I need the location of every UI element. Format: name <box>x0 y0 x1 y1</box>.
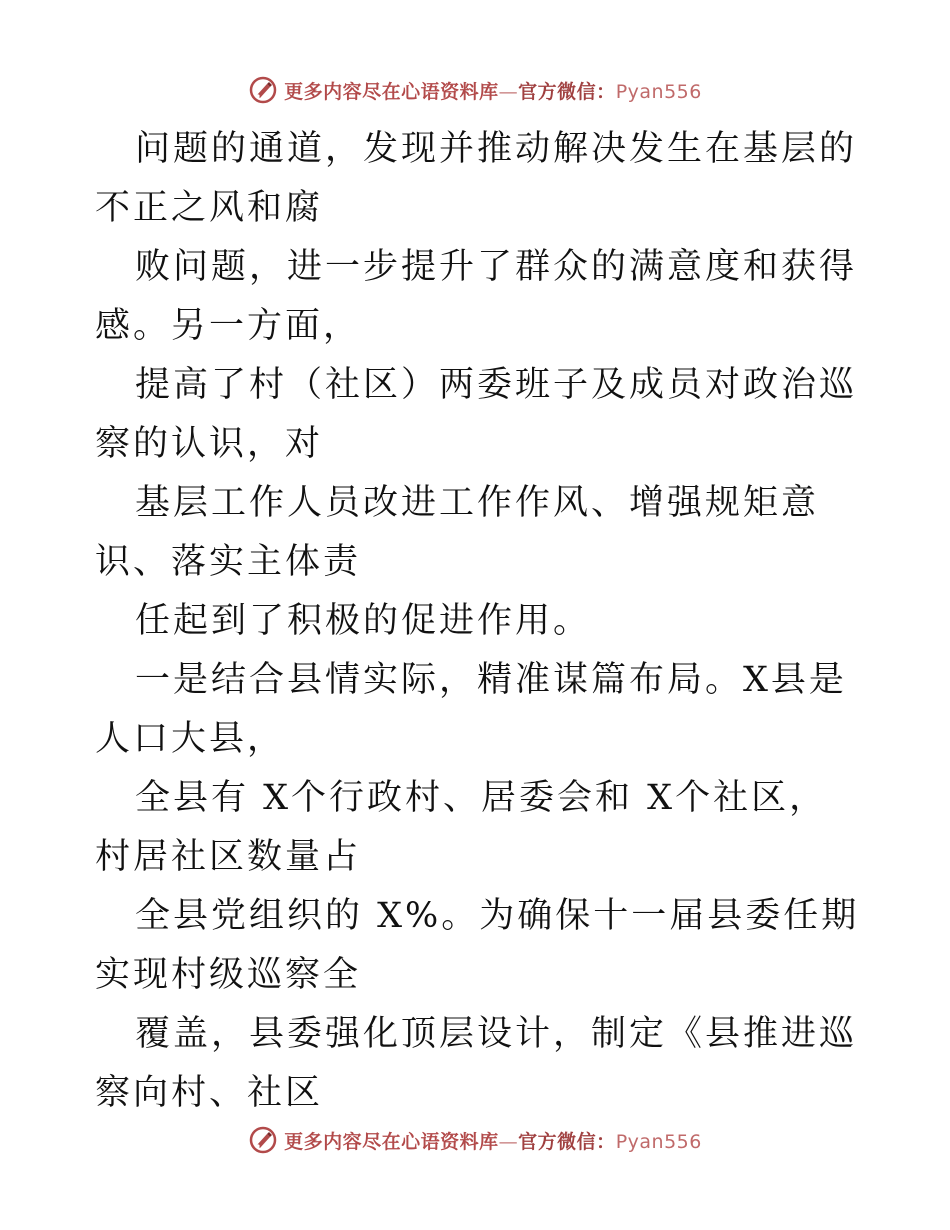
page-footer <box>0 1120 950 1160</box>
header-brand-handle: Pyan556 <box>615 80 702 103</box>
header-brand-main: 更多内容尽在心语资料库 <box>284 80 499 103</box>
header-brand-text <box>284 77 702 104</box>
footer-brand-text <box>284 1127 702 1154</box>
footer-brand-dash: — <box>498 1130 519 1153</box>
brand-logo-icon <box>248 75 278 105</box>
footer-brand-handle: Pyan556 <box>615 1130 702 1153</box>
body-paragraph: 基层工作人员改进工作作风、增强规矩意识、落实主体责 <box>95 483 820 582</box>
footer-brand-wechat: 官方微信： <box>518 1130 616 1153</box>
body-paragraph: 问题的通道，发现并推动解决发生在基层的不正之风和腐 <box>95 129 858 228</box>
body-paragraph: 提高了村（社区）两委班子及成员对政治巡察的认识，对 <box>95 365 858 464</box>
page-header <box>0 70 950 110</box>
body-paragraph: 败问题，进一步提升了群众的满意度和获得感。另一方面， <box>95 247 858 346</box>
body-paragraph: 全县有 X个行政村、居委会和 X个社区，村居社区数量占 <box>95 778 828 877</box>
document-body <box>95 120 865 1123</box>
body-paragraph: 全县党组织的 X%。为确保十一届县委任期实现村级巡察全 <box>95 896 860 995</box>
footer-brand-main: 更多内容尽在心语资料库 <box>284 1130 499 1153</box>
body-paragraph: 覆盖，县委强化顶层设计，制定《县推进巡察向村、社区 <box>95 1014 858 1113</box>
brand-logo-icon <box>248 1125 278 1155</box>
body-paragraph: 任起到了积极的促进作用。 <box>135 601 592 641</box>
body-paragraph: 一是结合县情实际，精准谋篇布局。X县是人口大县， <box>95 660 847 759</box>
header-brand-wechat: 官方微信： <box>518 80 616 103</box>
header-brand-dash: — <box>498 80 519 103</box>
